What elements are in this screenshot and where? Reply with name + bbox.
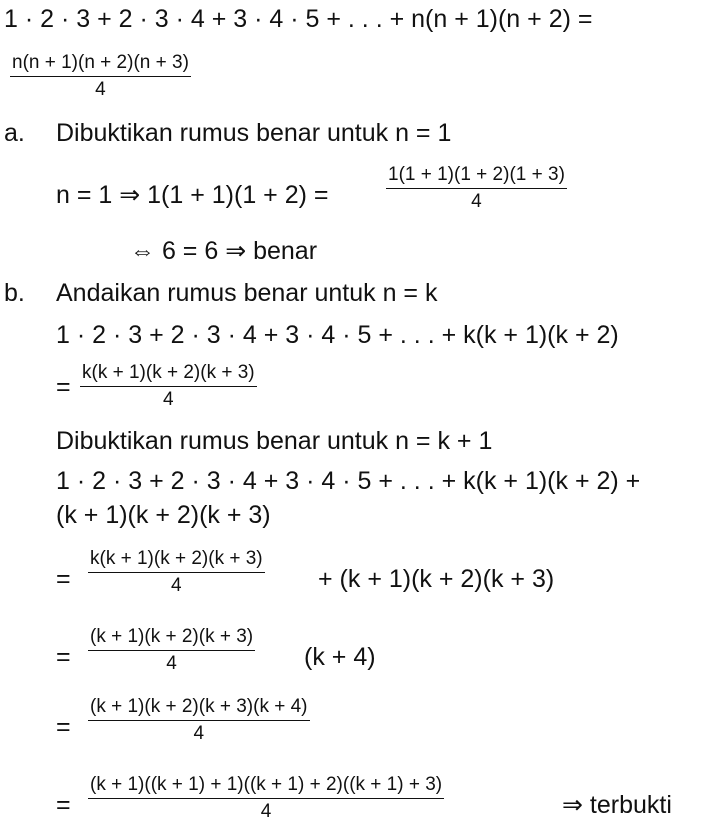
header-formula-denominator: 4 <box>95 79 106 100</box>
part-b-series-k1-line2: (k + 1)(k + 2)(k + 3) <box>56 501 271 529</box>
part-a-check-numerator: 1(1 + 1)(1 + 2)(1 + 3) <box>386 164 567 189</box>
step4-numerator: (k + 1)((k + 1) + 1)((k + 1) + 2)((k + 1) + 3) <box>88 774 444 799</box>
header-formula-numerator: n(n + 1)(n + 2)(n + 3) <box>10 52 191 77</box>
part-a-statement: Dibuktikan rumus benar untuk n = 1 <box>56 119 452 147</box>
part-b-to-prove: Dibuktikan rumus benar untuk n = k + 1 <box>56 427 493 455</box>
step4-fraction <box>88 774 444 823</box>
part-b-assumption: Andaikan rumus benar untuk n = k <box>56 279 438 307</box>
step4-tail: ⇒ terbukti <box>562 791 672 819</box>
step1-tail: + (k + 1)(k + 2)(k + 3) <box>318 565 555 593</box>
step1-denominator: 4 <box>171 575 182 596</box>
header-formula-fraction <box>10 52 191 101</box>
part-a-conclusion: ⇔ 6 = 6 ⇒ benar <box>130 237 318 265</box>
part-b-formula-k-denominator: 4 <box>163 389 174 410</box>
part-b-series-k1-line1: 1 · 2 · 3 + 2 · 3 · 4 + 3 · 4 · 5 + . . . + k(k + 1)(k + 2) + <box>56 467 641 495</box>
part-a-marker: a. <box>4 119 25 147</box>
step3-fraction <box>88 696 310 745</box>
step2-eq: = <box>56 643 71 671</box>
part-a-check-denominator: 4 <box>471 191 482 212</box>
part-b-eq-k: = <box>56 373 71 401</box>
step3-numerator: (k + 1)(k + 2)(k + 3)(k + 4) <box>88 696 310 721</box>
series-sum-line: 1 · 2 · 3 + 2 · 3 · 4 + 3 · 4 · 5 + . . . + n(n + 1)(n + 2) = <box>4 5 593 33</box>
step3-denominator: 4 <box>193 723 205 744</box>
step4-denominator: 4 <box>260 801 272 822</box>
step2-denominator: 4 <box>166 653 177 674</box>
step1-numerator: k(k + 1)(k + 2)(k + 3) <box>88 548 265 573</box>
step3-eq: = <box>56 713 71 741</box>
part-a-check-lhs: n = 1 ⇒ 1(1 + 1)(1 + 2) = <box>56 181 329 209</box>
step2-fraction <box>88 626 255 675</box>
part-b-formula-k-numerator: k(k + 1)(k + 2)(k + 3) <box>80 362 257 387</box>
step1-eq: = <box>56 565 71 593</box>
step1-fraction <box>88 548 265 597</box>
part-a-check-fraction <box>386 164 567 213</box>
step2-tail: (k + 4) <box>304 643 376 671</box>
step4-eq: = <box>56 791 71 819</box>
part-b-series-k: 1 · 2 · 3 + 2 · 3 · 4 + 3 · 4 · 5 + . . . + k(k + 1)(k + 2) <box>56 321 619 349</box>
part-b-marker: b. <box>4 279 25 307</box>
part-b-formula-k-fraction <box>80 362 257 411</box>
step2-numerator: (k + 1)(k + 2)(k + 3) <box>88 626 255 651</box>
